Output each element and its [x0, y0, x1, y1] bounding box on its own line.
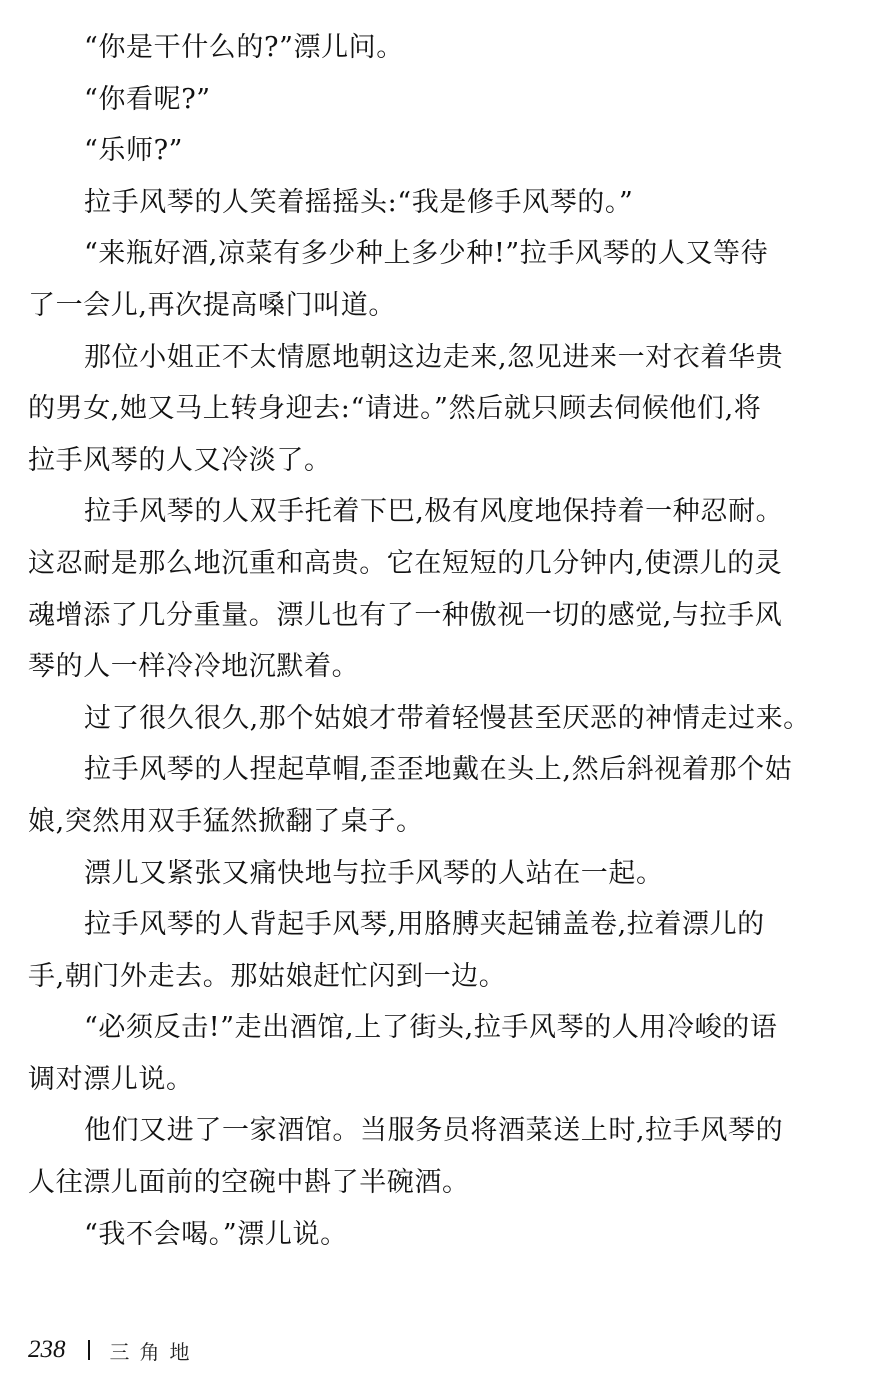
book-title: 三角地	[109, 1339, 200, 1364]
page-number: 238	[28, 1336, 66, 1363]
text-line: 过了很久很久,那个姑娘才带着轻慢甚至厌恶的神情走过来。	[84, 702, 811, 734]
text-line: 琴的人一样冷冷地沉默着。	[28, 651, 360, 683]
text-line: 了一会儿,再次提高嗓门叫道。	[28, 289, 396, 321]
text-line: 的男女,她又马上转身迎去:“请进。”然后就只顾去伺候他们,将	[28, 393, 762, 425]
text-line: 漂儿又紧张又痛快地与拉手风琴的人站在一起。	[84, 857, 664, 889]
page-footer	[28, 1330, 200, 1370]
page-body	[28, 22, 844, 1260]
text-line: “你是干什么的?”漂儿问。	[84, 32, 404, 63]
text-line: 他们又进了一家酒馆。当服务员将酒菜送上时,拉手风琴的	[84, 1115, 784, 1147]
text-line: “乐师?”	[84, 135, 184, 167]
text-line: “我不会喝。”漂儿说。	[84, 1218, 348, 1250]
text-line: 拉手风琴的人背起手风琴,用胳膊夹起铺盖卷,拉着漂儿的	[84, 909, 765, 941]
text-line: 这忍耐是那么地沉重和高贵。它在短短的几分钟内,使漂儿的灵	[28, 547, 783, 579]
text-line: 调对漂儿说。	[28, 1063, 194, 1095]
text-line: 那位小姐正不太情愿地朝这边走来,忽见进来一对衣着华贵	[84, 341, 784, 373]
text-line: 拉手风琴的人双手托着下巴,极有风度地保持着一种忍耐。	[84, 496, 784, 528]
text-line: 手,朝门外走去。那姑娘赶忙闪到一边。	[28, 960, 507, 992]
footer-separator	[88, 1340, 90, 1360]
text-line: 拉手风琴的人笑着摇摇头:“我是修手风琴的。”	[84, 186, 634, 218]
text-line: “你看呢?”	[84, 83, 211, 115]
text-line: 拉手风琴的人又冷淡了。	[28, 444, 332, 476]
text-line: 人往漂儿面前的空碗中斟了半碗酒。	[28, 1167, 470, 1199]
text-line: 娘,突然用双手猛然掀翻了桌子。	[28, 805, 424, 837]
text-line: “来瓶好酒,凉菜有多少种上多少种!”拉手风琴的人又等待	[84, 238, 769, 270]
text-line: 魂增添了几分重量。漂儿也有了一种傲视一切的感觉,与拉手风	[28, 599, 783, 631]
text-line: 拉手风琴的人捏起草帽,歪歪地戴在头上,然后斜视着那个姑	[84, 754, 793, 786]
text-line: “必须反击!”走出酒馆,上了街头,拉手风琴的人用冷峻的语	[84, 1012, 778, 1044]
